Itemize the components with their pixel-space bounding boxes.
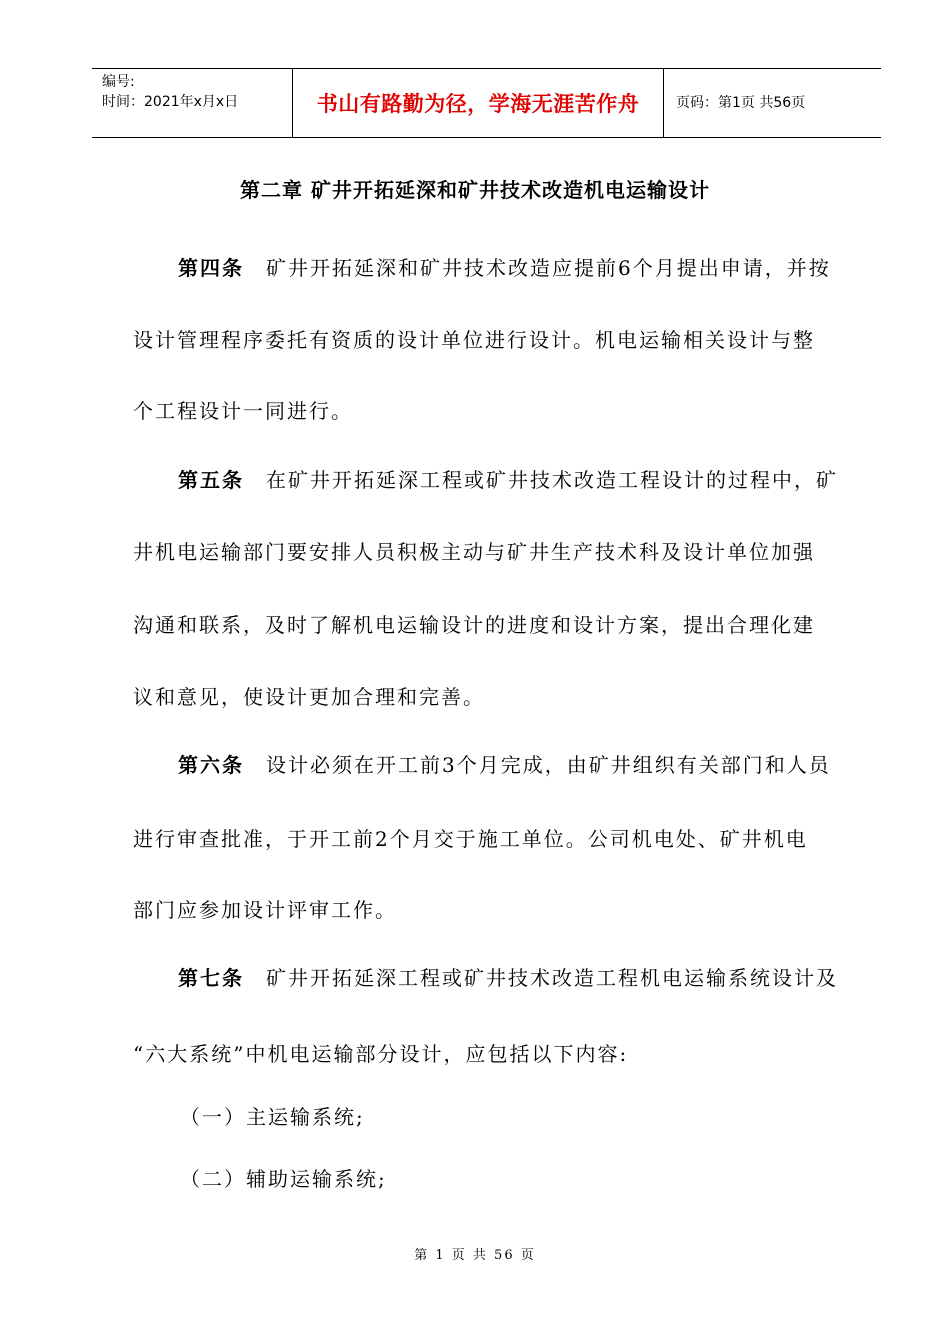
article-4-heading: 第四条 bbox=[178, 256, 244, 280]
article-7-text: 矿井开拓延深工程或矿井技术改造工程机电运输系统设计及 bbox=[266, 966, 838, 990]
article-4-line-2: 设计管理程序委托有资质的设计单位进行设计。机电运输相关设计与整 bbox=[133, 328, 815, 352]
list-item-1: （一）主运输系统; bbox=[180, 1105, 365, 1129]
article-5-line-1 bbox=[178, 467, 843, 493]
article-5-line-4: 议和意见，使设计更加合理和完善。 bbox=[133, 685, 485, 709]
page-footer: 第 1 页 共 56 页 bbox=[414, 1248, 536, 1263]
list-item-2: （二）辅助运输系统; bbox=[180, 1167, 387, 1191]
header-right-cell bbox=[664, 69, 881, 137]
chapter-title: 第二章 矿井开拓延深和矿井技术改造机电运输设计 bbox=[240, 178, 710, 202]
header-motto: 书山有路勤为径，学海无涯苦作舟 bbox=[316, 92, 640, 116]
page-header bbox=[92, 68, 881, 138]
article-5-heading: 第五条 bbox=[178, 468, 244, 492]
article-7-line-2: “六大系统”中机电运输部分设计，应包括以下内容: bbox=[133, 1042, 629, 1066]
article-4-line-3: 个工程设计一同进行。 bbox=[133, 399, 353, 423]
document-time-label: 时间：2021年x月x日 bbox=[102, 94, 239, 110]
article-5-text: 在矿井开拓延深工程或矿井技术改造工程设计的过程中，矿 bbox=[266, 468, 838, 492]
article-7-line-1 bbox=[178, 965, 843, 991]
article-6-heading: 第六条 bbox=[178, 753, 244, 777]
article-6-line-3: 部门应参加设计评审工作。 bbox=[133, 898, 397, 922]
header-left-cell bbox=[92, 69, 293, 137]
header-page-label: 页码：第1页 共56页 bbox=[676, 95, 806, 111]
document-number-label: 编号: bbox=[102, 74, 135, 90]
article-4-text: 矿井开拓延深和矿井技术改造应提前6个月提出申请，并按 bbox=[266, 256, 831, 280]
article-6-line-1 bbox=[178, 752, 843, 778]
article-5-line-3: 沟通和联系，及时了解机电运输设计的进度和设计方案，提出合理化建 bbox=[133, 613, 815, 637]
article-6-text: 设计必须在开工前3个月完成，由矿井组织有关部门和人员 bbox=[266, 753, 831, 777]
article-5-line-2: 井机电运输部门要安排人员积极主动与矿井生产技术科及设计单位加强 bbox=[133, 540, 815, 564]
article-6-line-2: 进行审查批准，于开工前2个月交于施工单位。公司机电处、矿井机电 bbox=[133, 827, 808, 851]
article-7-heading: 第七条 bbox=[178, 966, 244, 990]
header-middle-cell bbox=[293, 69, 664, 137]
article-4-line-1 bbox=[178, 255, 843, 281]
